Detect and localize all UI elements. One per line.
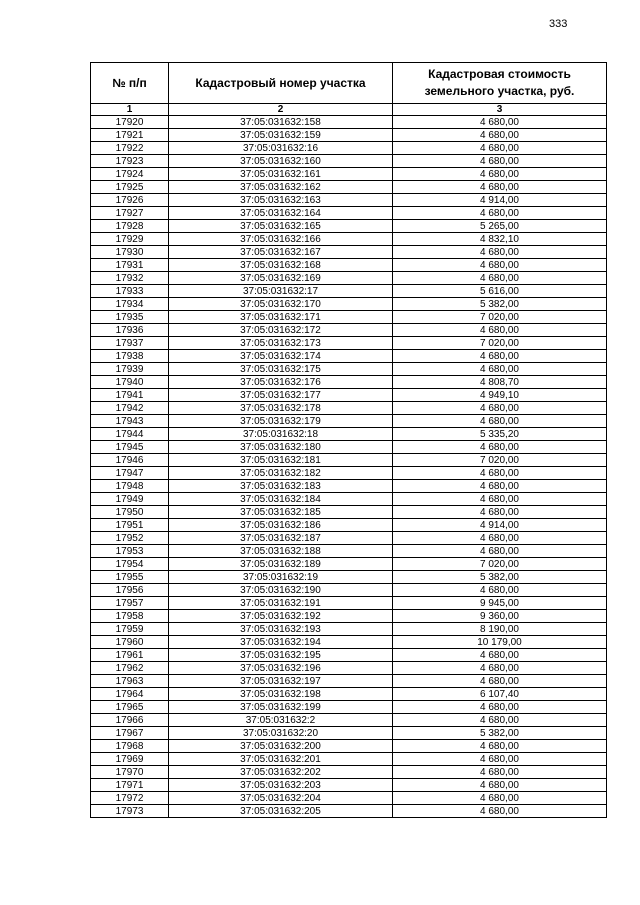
row-number-cell: 17958 bbox=[91, 610, 169, 623]
cadastral-value-cell: 4 680,00 bbox=[393, 779, 607, 792]
table-row bbox=[91, 129, 607, 142]
table-row bbox=[91, 350, 607, 363]
row-number-cell: 17951 bbox=[91, 519, 169, 532]
cadastral-value-cell: 5 335,20 bbox=[393, 428, 607, 441]
cadastral-value-cell: 4 680,00 bbox=[393, 246, 607, 259]
row-number-cell: 17959 bbox=[91, 623, 169, 636]
cadastral-value-cell: 9 360,00 bbox=[393, 610, 607, 623]
cadastral-value-cell: 4 680,00 bbox=[393, 792, 607, 805]
row-number-cell: 17970 bbox=[91, 766, 169, 779]
cadastral-value-cell: 10 179,00 bbox=[393, 636, 607, 649]
row-number-cell: 17936 bbox=[91, 324, 169, 337]
table-row bbox=[91, 168, 607, 181]
row-number-cell: 17939 bbox=[91, 363, 169, 376]
table-row bbox=[91, 805, 607, 818]
cadastral-value-cell: 5 265,00 bbox=[393, 220, 607, 233]
column-index-1: 1 bbox=[91, 104, 169, 116]
table-row bbox=[91, 467, 607, 480]
table-row bbox=[91, 688, 607, 701]
cadastral-number-cell: 37:05:031632:185 bbox=[169, 506, 393, 519]
row-number-cell: 17930 bbox=[91, 246, 169, 259]
table-row bbox=[91, 480, 607, 493]
cadastral-number-cell: 37:05:031632:183 bbox=[169, 480, 393, 493]
cadastral-value-cell: 5 382,00 bbox=[393, 727, 607, 740]
table-row bbox=[91, 389, 607, 402]
cadastral-value-cell: 4 680,00 bbox=[393, 493, 607, 506]
cadastral-value-cell: 9 945,00 bbox=[393, 597, 607, 610]
table-row bbox=[91, 441, 607, 454]
cadastral-value-cell: 4 680,00 bbox=[393, 116, 607, 129]
cadastral-number-cell: 37:05:031632:18 bbox=[169, 428, 393, 441]
table-row bbox=[91, 415, 607, 428]
cadastral-value-cell: 5 382,00 bbox=[393, 571, 607, 584]
table-header-row bbox=[91, 63, 607, 104]
cadastral-number-cell: 37:05:031632:186 bbox=[169, 519, 393, 532]
row-number-cell: 17935 bbox=[91, 311, 169, 324]
table-row bbox=[91, 311, 607, 324]
cadastral-number-cell: 37:05:031632:182 bbox=[169, 467, 393, 480]
cadastral-value-cell: 4 680,00 bbox=[393, 662, 607, 675]
row-number-cell: 17960 bbox=[91, 636, 169, 649]
row-number-cell: 17972 bbox=[91, 792, 169, 805]
table-row bbox=[91, 740, 607, 753]
row-number-cell: 17923 bbox=[91, 155, 169, 168]
table-row bbox=[91, 701, 607, 714]
cadastral-value-cell: 4 680,00 bbox=[393, 675, 607, 688]
cadastral-value-cell: 4 808,70 bbox=[393, 376, 607, 389]
table-row bbox=[91, 142, 607, 155]
cadastral-value-cell: 4 914,00 bbox=[393, 519, 607, 532]
table-row bbox=[91, 545, 607, 558]
table-row bbox=[91, 532, 607, 545]
row-number-cell: 17928 bbox=[91, 220, 169, 233]
row-number-cell: 17926 bbox=[91, 194, 169, 207]
cadastral-number-cell: 37:05:031632:180 bbox=[169, 441, 393, 454]
table-row bbox=[91, 558, 607, 571]
cadastral-number-cell: 37:05:031632:16 bbox=[169, 142, 393, 155]
cadastral-number-cell: 37:05:031632:171 bbox=[169, 311, 393, 324]
table-row bbox=[91, 220, 607, 233]
cadastral-number-cell: 37:05:031632:163 bbox=[169, 194, 393, 207]
row-number-cell: 17961 bbox=[91, 649, 169, 662]
table-row bbox=[91, 363, 607, 376]
row-number-cell: 17953 bbox=[91, 545, 169, 558]
row-number-cell: 17922 bbox=[91, 142, 169, 155]
table-row bbox=[91, 636, 607, 649]
cadastral-value-cell: 4 680,00 bbox=[393, 142, 607, 155]
cadastral-number-cell: 37:05:031632:175 bbox=[169, 363, 393, 376]
cadastral-number-cell: 37:05:031632:202 bbox=[169, 766, 393, 779]
cadastral-number-cell: 37:05:031632:174 bbox=[169, 350, 393, 363]
table-row bbox=[91, 376, 607, 389]
cadastral-value-cell: 4 680,00 bbox=[393, 415, 607, 428]
row-number-cell: 17940 bbox=[91, 376, 169, 389]
row-number-cell: 17938 bbox=[91, 350, 169, 363]
cadastral-number-cell: 37:05:031632:170 bbox=[169, 298, 393, 311]
row-number-cell: 17969 bbox=[91, 753, 169, 766]
row-number-cell: 17937 bbox=[91, 337, 169, 350]
cadastral-value-cell: 7 020,00 bbox=[393, 558, 607, 571]
cadastral-number-cell: 37:05:031632:19 bbox=[169, 571, 393, 584]
cadastral-number-cell: 37:05:031632:187 bbox=[169, 532, 393, 545]
cadastral-number-cell: 37:05:031632:193 bbox=[169, 623, 393, 636]
cadastral-value-cell: 4 680,00 bbox=[393, 350, 607, 363]
table-row bbox=[91, 194, 607, 207]
cadastral-number-cell: 37:05:031632:178 bbox=[169, 402, 393, 415]
page-number: 333 bbox=[549, 18, 568, 30]
cadastral-number-cell: 37:05:031632:188 bbox=[169, 545, 393, 558]
cadastral-value-cell: 4 680,00 bbox=[393, 506, 607, 519]
row-number-cell: 17947 bbox=[91, 467, 169, 480]
cadastral-number-cell: 37:05:031632:195 bbox=[169, 649, 393, 662]
table-row bbox=[91, 610, 607, 623]
cadastral-value-cell: 4 680,00 bbox=[393, 324, 607, 337]
row-number-cell: 17973 bbox=[91, 805, 169, 818]
table-row bbox=[91, 181, 607, 194]
cadastral-number-cell: 37:05:031632:2 bbox=[169, 714, 393, 727]
row-number-cell: 17971 bbox=[91, 779, 169, 792]
table-body bbox=[91, 116, 607, 818]
cadastral-value-cell: 4 680,00 bbox=[393, 467, 607, 480]
header-row-number: № п/п bbox=[91, 63, 169, 104]
table-row bbox=[91, 519, 607, 532]
row-number-cell: 17924 bbox=[91, 168, 169, 181]
row-number-cell: 17962 bbox=[91, 662, 169, 675]
header-cadastral-value: Кадастровая стоимость земельного участка, руб. bbox=[393, 63, 607, 104]
table-row bbox=[91, 155, 607, 168]
cadastral-value-cell: 5 382,00 bbox=[393, 298, 607, 311]
cadastral-number-cell: 37:05:031632:192 bbox=[169, 610, 393, 623]
header-cadastral-number: Кадастровый номер участка bbox=[169, 63, 393, 104]
cadastral-number-cell: 37:05:031632:203 bbox=[169, 779, 393, 792]
row-number-cell: 17925 bbox=[91, 181, 169, 194]
cadastral-number-cell: 37:05:031632:184 bbox=[169, 493, 393, 506]
cadastral-value-cell: 4 914,00 bbox=[393, 194, 607, 207]
row-number-cell: 17946 bbox=[91, 454, 169, 467]
table-row bbox=[91, 623, 607, 636]
cadastral-value-cell: 4 680,00 bbox=[393, 753, 607, 766]
cadastral-number-cell: 37:05:031632:189 bbox=[169, 558, 393, 571]
table-row bbox=[91, 584, 607, 597]
cadastral-number-cell: 37:05:031632:162 bbox=[169, 181, 393, 194]
row-number-cell: 17964 bbox=[91, 688, 169, 701]
cadastral-number-cell: 37:05:031632:204 bbox=[169, 792, 393, 805]
cadastral-number-cell: 37:05:031632:198 bbox=[169, 688, 393, 701]
cadastral-value-cell: 8 190,00 bbox=[393, 623, 607, 636]
table-row bbox=[91, 324, 607, 337]
cadastral-number-cell: 37:05:031632:20 bbox=[169, 727, 393, 740]
table-row bbox=[91, 337, 607, 350]
cadastral-number-cell: 37:05:031632:168 bbox=[169, 259, 393, 272]
table-row bbox=[91, 402, 607, 415]
table-row bbox=[91, 675, 607, 688]
row-number-cell: 17952 bbox=[91, 532, 169, 545]
row-number-cell: 17955 bbox=[91, 571, 169, 584]
cadastral-number-cell: 37:05:031632:199 bbox=[169, 701, 393, 714]
column-index-2: 2 bbox=[169, 104, 393, 116]
cadastral-value-cell: 4 680,00 bbox=[393, 480, 607, 493]
row-number-cell: 17943 bbox=[91, 415, 169, 428]
cadastral-value-cell: 4 680,00 bbox=[393, 181, 607, 194]
cadastral-value-cell: 4 680,00 bbox=[393, 766, 607, 779]
cadastral-value-cell: 4 832,10 bbox=[393, 233, 607, 246]
row-number-cell: 17950 bbox=[91, 506, 169, 519]
cadastral-value-cell: 5 616,00 bbox=[393, 285, 607, 298]
cadastral-number-cell: 37:05:031632:179 bbox=[169, 415, 393, 428]
table-row bbox=[91, 207, 607, 220]
row-number-cell: 17944 bbox=[91, 428, 169, 441]
table-row bbox=[91, 298, 607, 311]
cadastral-value-cell: 4 680,00 bbox=[393, 701, 607, 714]
table-row bbox=[91, 259, 607, 272]
cadastral-value-cell: 4 680,00 bbox=[393, 272, 607, 285]
cadastral-number-cell: 37:05:031632:173 bbox=[169, 337, 393, 350]
cadastral-value-cell: 4 680,00 bbox=[393, 207, 607, 220]
cadastral-value-cell: 4 680,00 bbox=[393, 441, 607, 454]
cadastral-number-cell: 37:05:031632:197 bbox=[169, 675, 393, 688]
row-number-cell: 17932 bbox=[91, 272, 169, 285]
cadastral-number-cell: 37:05:031632:176 bbox=[169, 376, 393, 389]
cadastral-value-cell: 4 680,00 bbox=[393, 545, 607, 558]
table-row bbox=[91, 272, 607, 285]
cadastral-value-cell: 4 680,00 bbox=[393, 363, 607, 376]
row-number-cell: 17966 bbox=[91, 714, 169, 727]
table-row bbox=[91, 779, 607, 792]
cadastral-number-cell: 37:05:031632:201 bbox=[169, 753, 393, 766]
cadastral-number-cell: 37:05:031632:172 bbox=[169, 324, 393, 337]
row-number-cell: 17941 bbox=[91, 389, 169, 402]
table-row bbox=[91, 493, 607, 506]
cadastral-number-cell: 37:05:031632:160 bbox=[169, 155, 393, 168]
row-number-cell: 17931 bbox=[91, 259, 169, 272]
cadastral-number-cell: 37:05:031632:177 bbox=[169, 389, 393, 402]
row-number-cell: 17933 bbox=[91, 285, 169, 298]
row-number-cell: 17927 bbox=[91, 207, 169, 220]
table-row bbox=[91, 649, 607, 662]
table-row bbox=[91, 506, 607, 519]
cadastral-number-cell: 37:05:031632:165 bbox=[169, 220, 393, 233]
cadastral-value-cell: 4 680,00 bbox=[393, 649, 607, 662]
cadastral-value-cell: 4 680,00 bbox=[393, 168, 607, 181]
row-number-cell: 17954 bbox=[91, 558, 169, 571]
cadastral-number-cell: 37:05:031632:169 bbox=[169, 272, 393, 285]
cadastral-number-cell: 37:05:031632:190 bbox=[169, 584, 393, 597]
table-row bbox=[91, 233, 607, 246]
cadastral-number-cell: 37:05:031632:17 bbox=[169, 285, 393, 298]
row-number-cell: 17957 bbox=[91, 597, 169, 610]
cadastral-value-cell: 7 020,00 bbox=[393, 337, 607, 350]
cadastral-value-cell: 7 020,00 bbox=[393, 454, 607, 467]
row-number-cell: 17948 bbox=[91, 480, 169, 493]
table-row bbox=[91, 727, 607, 740]
cadastral-number-cell: 37:05:031632:167 bbox=[169, 246, 393, 259]
cadastral-value-cell: 4 680,00 bbox=[393, 532, 607, 545]
row-number-cell: 17963 bbox=[91, 675, 169, 688]
cadastral-number-cell: 37:05:031632:166 bbox=[169, 233, 393, 246]
cadastral-number-cell: 37:05:031632:161 bbox=[169, 168, 393, 181]
cadastral-value-cell: 4 680,00 bbox=[393, 740, 607, 753]
column-index-3: 3 bbox=[393, 104, 607, 116]
cadastral-value-table bbox=[90, 62, 607, 818]
row-number-cell: 17920 bbox=[91, 116, 169, 129]
row-number-cell: 17949 bbox=[91, 493, 169, 506]
row-number-cell: 17968 bbox=[91, 740, 169, 753]
row-number-cell: 17942 bbox=[91, 402, 169, 415]
cadastral-number-cell: 37:05:031632:200 bbox=[169, 740, 393, 753]
row-number-cell: 17967 bbox=[91, 727, 169, 740]
table-row bbox=[91, 792, 607, 805]
cadastral-value-cell: 4 680,00 bbox=[393, 155, 607, 168]
row-number-cell: 17956 bbox=[91, 584, 169, 597]
cadastral-number-cell: 37:05:031632:164 bbox=[169, 207, 393, 220]
table-row bbox=[91, 116, 607, 129]
table-row bbox=[91, 753, 607, 766]
cadastral-number-cell: 37:05:031632:196 bbox=[169, 662, 393, 675]
table-row bbox=[91, 571, 607, 584]
cadastral-value-cell: 4 949,10 bbox=[393, 389, 607, 402]
cadastral-number-cell: 37:05:031632:159 bbox=[169, 129, 393, 142]
table-row bbox=[91, 766, 607, 779]
table-row bbox=[91, 597, 607, 610]
table-column-index-row bbox=[91, 104, 607, 116]
cadastral-value-cell: 4 680,00 bbox=[393, 714, 607, 727]
row-number-cell: 17929 bbox=[91, 233, 169, 246]
cadastral-number-cell: 37:05:031632:194 bbox=[169, 636, 393, 649]
row-number-cell: 17934 bbox=[91, 298, 169, 311]
cadastral-number-cell: 37:05:031632:158 bbox=[169, 116, 393, 129]
table-row bbox=[91, 246, 607, 259]
table-row bbox=[91, 714, 607, 727]
table-row bbox=[91, 662, 607, 675]
cadastral-value-cell: 4 680,00 bbox=[393, 805, 607, 818]
cadastral-value-cell: 4 680,00 bbox=[393, 402, 607, 415]
cadastral-number-cell: 37:05:031632:205 bbox=[169, 805, 393, 818]
table-row bbox=[91, 428, 607, 441]
table-row bbox=[91, 285, 607, 298]
cadastral-value-cell: 4 680,00 bbox=[393, 129, 607, 142]
cadastral-number-cell: 37:05:031632:181 bbox=[169, 454, 393, 467]
row-number-cell: 17965 bbox=[91, 701, 169, 714]
row-number-cell: 17921 bbox=[91, 129, 169, 142]
row-number-cell: 17945 bbox=[91, 441, 169, 454]
cadastral-number-cell: 37:05:031632:191 bbox=[169, 597, 393, 610]
cadastral-value-cell: 6 107,40 bbox=[393, 688, 607, 701]
cadastral-value-cell: 4 680,00 bbox=[393, 584, 607, 597]
cadastral-value-cell: 7 020,00 bbox=[393, 311, 607, 324]
cadastral-value-cell: 4 680,00 bbox=[393, 259, 607, 272]
table-row bbox=[91, 454, 607, 467]
